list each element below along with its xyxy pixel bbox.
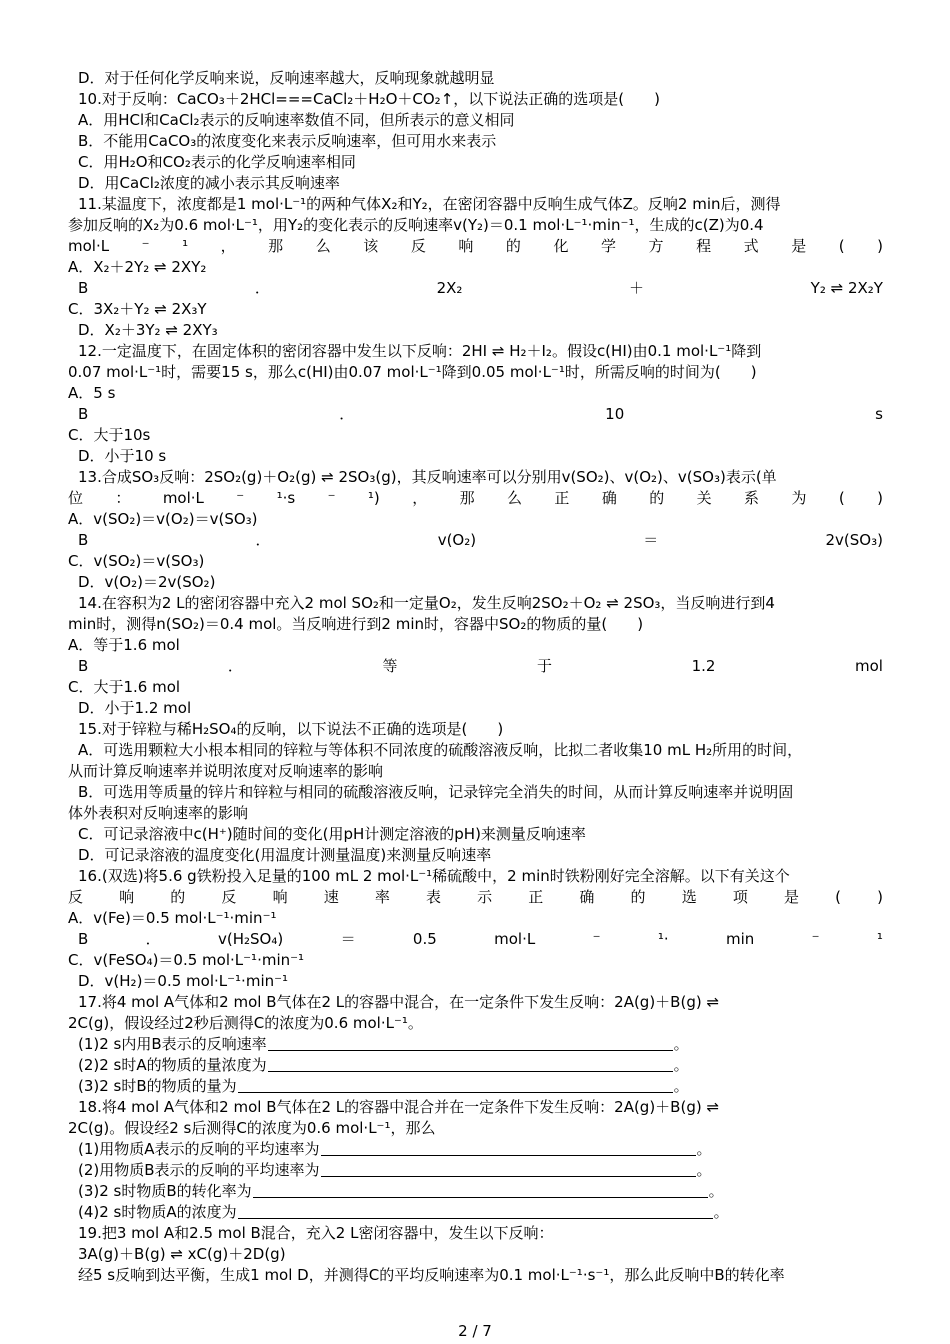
text-line: 2C(g)，假设经过2秒后测得C的浓度为0.6 mol·L⁻¹。 bbox=[68, 1014, 423, 1032]
justified-line: 反 响 的 反 响 速 率 表 示 正 确 的 选 项 是 ( ) bbox=[68, 888, 883, 906]
page-number: 2 / 7 bbox=[458, 1322, 492, 1340]
text-line: C．用H₂O和CO₂表示的化学反响速率相同 bbox=[78, 153, 356, 171]
text-line: min时，测得n(SO₂)＝0.4 mol。当反响进行到2 min时，容器中SO₂的物质的量( ) bbox=[68, 615, 644, 633]
option-b: B．可选用等质量的锌片和锌粒与相同的硫酸溶液反响，记录锌完全消失的时间，从而计算反响速率并说明固 bbox=[78, 783, 794, 801]
answer-blank[interactable] bbox=[321, 1141, 696, 1156]
option-a: A．v(SO₂)＝v(O₂)＝v(SO₃) bbox=[68, 510, 258, 528]
text-line: D．用CaCl₂浓度的减小表示其反响速率 bbox=[78, 174, 340, 192]
text-line: D．对于任何化学反响来说，反响速率越大，反响现象就越明显 bbox=[78, 69, 495, 87]
question-15: 15.对于锌粒与稀H₂SO₄的反响，以下说法不正确的选项是( ) bbox=[78, 720, 504, 738]
equation-line: 3A(g)＋B(g) ⇌ xC(g)＋2D(g) bbox=[78, 1245, 286, 1263]
text-line: 从而计算反响速率并说明浓度对反响速率的影响 bbox=[68, 762, 384, 780]
fill-in-line: (2)用物质B表示的反响的平均速率为 。 bbox=[78, 1161, 712, 1179]
fill-in-line: (3)2 s时物质B的转化率为 。 bbox=[78, 1182, 724, 1200]
justified-line: 位 ： mol·L ⁻ ¹·s ⁻ ¹) ， 那 么 正 确 的 关 系 为 ( ) bbox=[68, 489, 883, 507]
answer-blank[interactable] bbox=[268, 1057, 673, 1072]
fill-in-line: (3)2 s时B的物质的量为 。 bbox=[78, 1077, 689, 1095]
justified-line: mol·L ⁻ ¹ ， 那 么 该 反 响 的 化 学 方 程 式 是 ( ) bbox=[68, 237, 883, 255]
option-a: A．X₂＋2Y₂ ⇌ 2XY₂ bbox=[68, 258, 207, 276]
question-11: 11.某温度下，浓度都是1 mol·L⁻¹的两种气体X₂和Y₂，在密闭容器中反响生成气体Z。反响2 min后，测得 bbox=[78, 195, 781, 213]
text-line: 0.07 mol·L⁻¹时，需要15 s，那么c(HI)由0.07 mol·L⁻¹降到0.05 mol·L⁻¹时，所需反响的时间为( ) bbox=[68, 363, 757, 381]
question-13: 13.合成SO₃反响：2SO₂(g)＋O₂(g) ⇌ 2SO₃(g)，其反响速率可以分别用v(SO₂)、v(O₂)、v(SO₃)表示(单 bbox=[78, 468, 777, 486]
option-d: D．小于10 s bbox=[78, 447, 167, 465]
text-line: 经5 s反响到达平衡，生成1 mol D，并测得C的平均反响速率为0.1 mol·L⁻¹·s⁻¹，那么此反响中B的转化率 bbox=[78, 1266, 785, 1284]
option-b: B ． 等 于 1.2 mol bbox=[78, 657, 883, 675]
fill-in-line: (2)2 s时A的物质的量浓度为 。 bbox=[78, 1056, 689, 1074]
option-b: B ． 2X₂ ＋ Y₂ ⇌ 2X₂Y bbox=[78, 279, 883, 297]
answer-blank[interactable] bbox=[321, 1162, 696, 1177]
text-line: 体外表积对反响速率的影响 bbox=[68, 804, 249, 822]
option-b: B ． 10 s bbox=[78, 405, 883, 423]
option-a: A．v(Fe)＝0.5 mol·L⁻¹·min⁻¹ bbox=[68, 909, 277, 927]
question-17: 17.将4 mol A气体和2 mol B气体在2 L的容器中混合，在一定条件下发生反响：2A(g)＋B(g) ⇌ bbox=[78, 993, 720, 1011]
question-18: 18.将4 mol A气体和2 mol B气体在2 L的容器中混合并在一定条件下发生反响：2A(g)＋B(g) ⇌ bbox=[78, 1098, 720, 1116]
answer-blank[interactable] bbox=[268, 1036, 673, 1051]
option-d: D．v(O₂)＝2v(SO₂) bbox=[78, 573, 216, 591]
text-line: A．用HCl和CaCl₂表示的反响速率数值不同，但所表示的意义相同 bbox=[78, 111, 515, 129]
option-d: D．小于1.2 mol bbox=[78, 699, 192, 717]
answer-blank[interactable] bbox=[238, 1078, 673, 1093]
question-16: 16.(双选)将5.6 g铁粉投入足量的100 mL 2 mol·L⁻¹稀硫酸中，2 min时铁粉刚好完全溶解。以下有关这个 bbox=[78, 867, 790, 885]
question-10: 10.对于反响：CaCO₃＋2HCl===CaCl₂＋H₂O＋CO₂↑，以下说法正确的选项是( ) bbox=[78, 90, 660, 108]
answer-blank[interactable] bbox=[238, 1204, 713, 1219]
text-line: 2C(g)。假设经2 s后测得C的浓度为0.6 mol·L⁻¹，那么 bbox=[68, 1119, 436, 1137]
answer-blank[interactable] bbox=[253, 1183, 708, 1198]
option-c: C．可记录溶液中c(H⁺)随时间的变化(用pH计测定溶液的pH)来测量反响速率 bbox=[78, 825, 586, 843]
option-a: A．可选用颗粒大小根本相同的锌粒与等体积不同浓度的硫酸溶液反响，比拟二者收集10 mL H₂所用的时间， bbox=[78, 741, 803, 759]
fill-in-line: (4)2 s时物质A的浓度为 。 bbox=[78, 1203, 729, 1221]
option-b: B ． v(H₂SO₄) ＝ 0.5 mol·L ⁻ ¹· min ⁻ ¹ bbox=[78, 930, 883, 948]
option-d: D．X₂＋3Y₂ ⇌ 2XY₃ bbox=[78, 321, 218, 339]
option-c: C．3X₂＋Y₂ ⇌ 2X₃Y bbox=[68, 300, 207, 318]
option-c: C．大于1.6 mol bbox=[68, 678, 181, 696]
question-14: 14.在容积为2 L的密闭容器中充入2 mol SO₂和一定量O₂，发生反响2SO₂＋O₂ ⇌ 2SO₃，当反响进行到4 bbox=[78, 594, 775, 612]
text-line: B．不能用CaCO₃的浓度变化来表示反响速率，但可用水来表示 bbox=[78, 132, 497, 150]
option-d: D．v(H₂)＝0.5 mol·L⁻¹·min⁻¹ bbox=[78, 972, 289, 990]
fill-in-line: (1)2 s内用B表示的反响速率 。 bbox=[78, 1035, 689, 1053]
option-c: C．大于10s bbox=[68, 426, 151, 444]
fill-in-line: (1)用物质A表示的反响的平均速率为 。 bbox=[78, 1140, 712, 1158]
option-d: D．可记录溶液的温度变化(用温度计测量温度)来测量反响速率 bbox=[78, 846, 492, 864]
option-a: A．等于1.6 mol bbox=[68, 636, 180, 654]
option-c: C．v(FeSO₄)＝0.5 mol·L⁻¹·min⁻¹ bbox=[68, 951, 305, 969]
question-19: 19.把3 mol A和2.5 mol B混合，充入2 L密闭容器中，发生以下反响： bbox=[78, 1224, 554, 1242]
text-line: 参加反响的X₂为0.6 mol·L⁻¹，用Y₂的变化表示的反响速率v(Y₂)＝0.1 mol·L⁻¹·min⁻¹，生成的c(Z)为0.4 bbox=[68, 216, 764, 234]
question-12: 12.一定温度下，在固定体积的密闭容器中发生以下反响：2HI ⇌ H₂＋I₂。假设c(HI)由0.1 mol·L⁻¹降到 bbox=[78, 342, 762, 360]
option-b: B ． v(O₂) ＝ 2v(SO₃) bbox=[78, 531, 883, 549]
option-a: A．5 s bbox=[68, 384, 116, 402]
option-c: C．v(SO₂)＝v(SO₃) bbox=[68, 552, 205, 570]
